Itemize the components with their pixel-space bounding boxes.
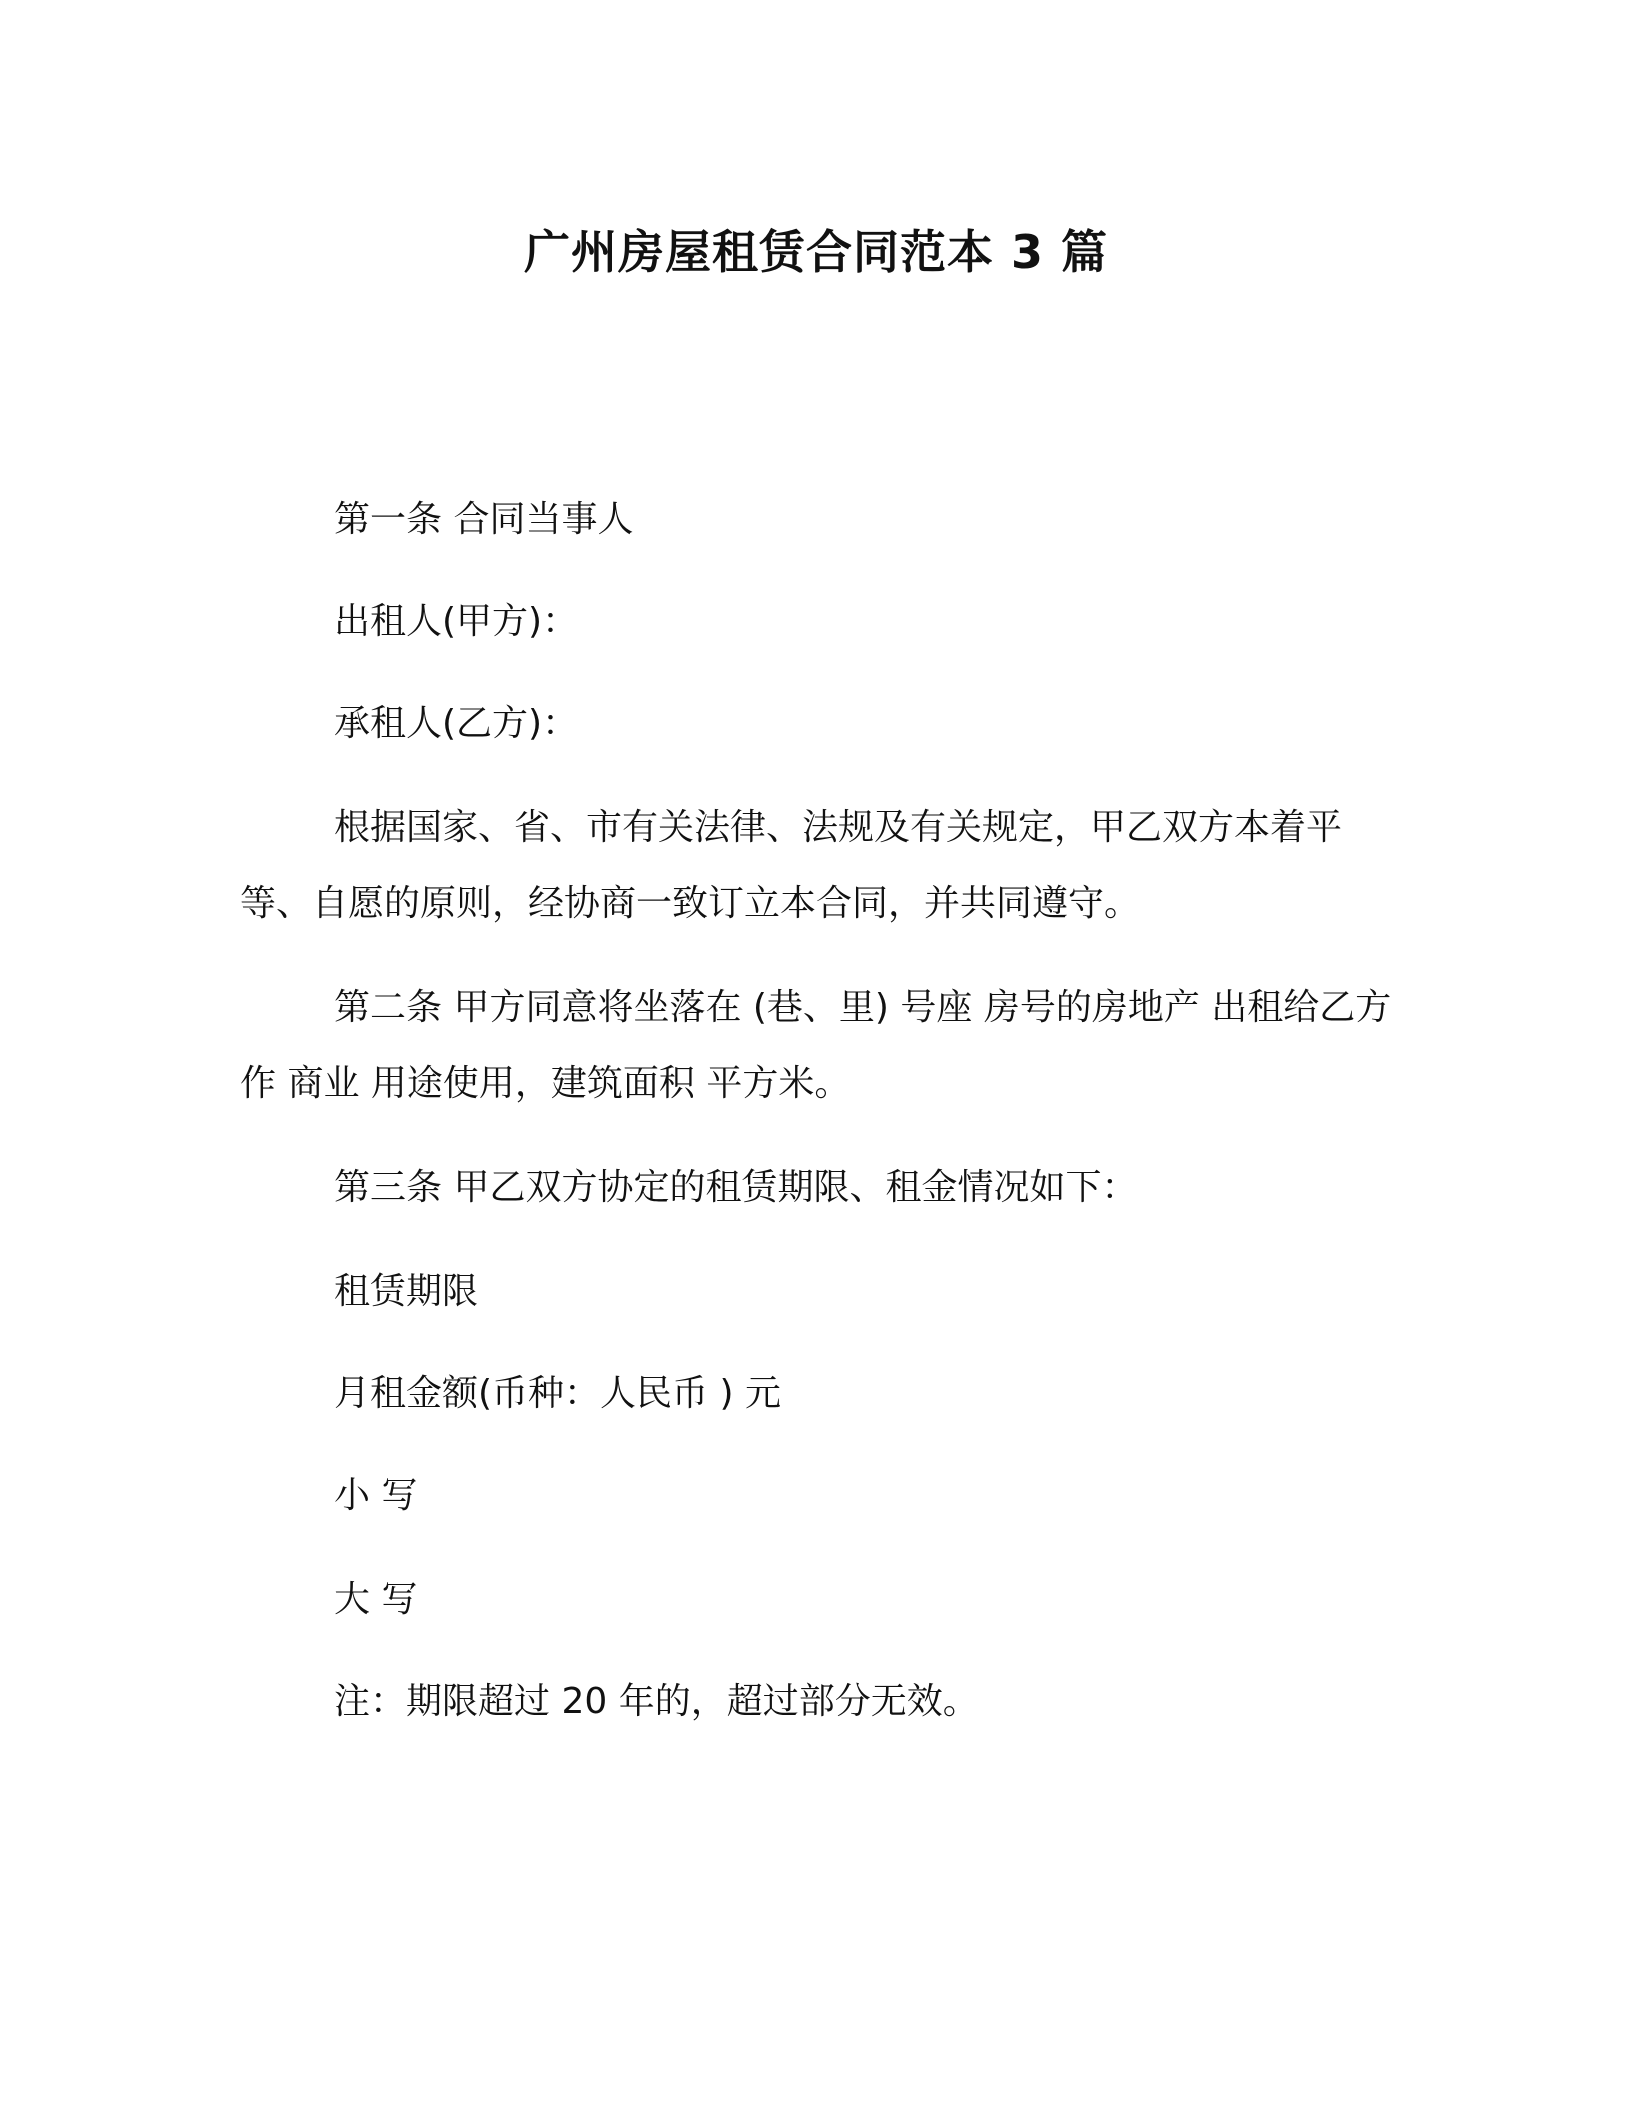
term-note-line: 注：期限超过 20 年的，超过部分无效。 — [334, 1681, 979, 1722]
lessee-line: 承租人(乙方)： — [334, 703, 579, 744]
lessor-line: 出租人(甲方)： — [334, 601, 579, 642]
preamble-paragraph: 根据国家、省、市有关法律、法规及有关规定，甲乙双方本着平等、自愿的原则，经协商一致订立本合同，并共同遵守。 — [240, 807, 1343, 924]
article-3-heading: 第三条 甲乙双方协定的租赁期限、租金情况如下： — [334, 1167, 1138, 1208]
article-2-paragraph: 第二条 甲方同意将坐落在 (巷、里) 号座 房号的房地产 出租给乙方作 商业 用途使用，建筑面积 平方米。 — [240, 987, 1392, 1104]
article-1-heading: 第一条 合同当事人 — [334, 499, 634, 540]
amount-uppercase-line: 大 写 — [334, 1579, 418, 1620]
document-title: 广州房屋租赁合同范本 3 篇 — [523, 225, 1109, 279]
amount-lowercase-line: 小 写 — [334, 1475, 418, 1516]
monthly-rent-line: 月租金额(币种：人民币 ) 元 — [334, 1373, 781, 1414]
lease-term-line: 租赁期限 — [334, 1271, 479, 1312]
